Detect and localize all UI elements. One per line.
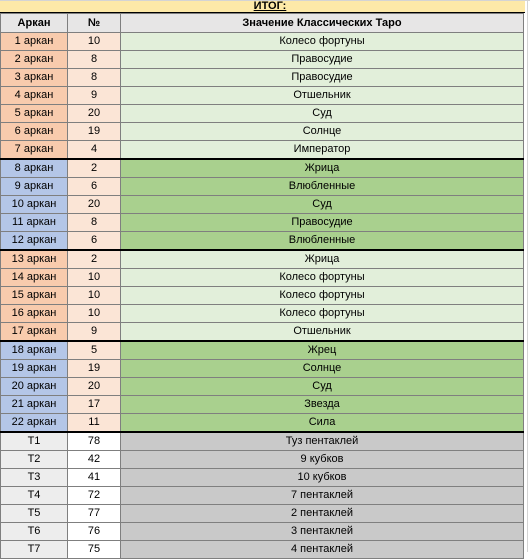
cell-meaning[interactable]: Звезда xyxy=(121,396,524,414)
table-row xyxy=(1,69,524,87)
cell-arcana[interactable]: 19 аркан xyxy=(1,360,68,378)
cell-arcana[interactable]: Т6 xyxy=(1,523,68,541)
cell-number[interactable]: 78 xyxy=(68,432,121,451)
table-row xyxy=(1,159,524,178)
cell-number[interactable]: 20 xyxy=(68,196,121,214)
cell-number[interactable]: 41 xyxy=(68,469,121,487)
cell-arcana[interactable]: Т1 xyxy=(1,432,68,451)
cell-meaning[interactable]: Правосудие xyxy=(121,214,524,232)
table-row xyxy=(1,451,524,469)
cell-meaning[interactable]: 7 пентаклей xyxy=(121,487,524,505)
table-body xyxy=(1,33,524,559)
cell-meaning[interactable]: 9 кубков xyxy=(121,451,524,469)
cell-number[interactable]: 17 xyxy=(68,396,121,414)
cell-meaning[interactable]: Жрица xyxy=(121,159,524,178)
cell-meaning[interactable]: Солнце xyxy=(121,360,524,378)
cell-meaning[interactable]: Суд xyxy=(121,105,524,123)
cell-meaning[interactable]: Сила xyxy=(121,414,524,433)
cell-arcana[interactable]: 15 аркан xyxy=(1,287,68,305)
cell-number[interactable]: 19 xyxy=(68,123,121,141)
cell-arcana[interactable]: Т5 xyxy=(1,505,68,523)
cell-arcana[interactable]: Т4 xyxy=(1,487,68,505)
cell-number[interactable]: 2 xyxy=(68,159,121,178)
cell-arcana[interactable]: 12 аркан xyxy=(1,232,68,251)
cell-number[interactable]: 10 xyxy=(68,33,121,51)
table-row xyxy=(1,287,524,305)
cell-arcana[interactable]: Т3 xyxy=(1,469,68,487)
cell-number[interactable]: 2 xyxy=(68,250,121,269)
cell-arcana[interactable]: 8 аркан xyxy=(1,159,68,178)
table-row xyxy=(1,505,524,523)
table-row xyxy=(1,396,524,414)
cell-number[interactable]: 72 xyxy=(68,487,121,505)
cell-arcana[interactable]: 22 аркан xyxy=(1,414,68,433)
table-row xyxy=(1,487,524,505)
cell-number[interactable]: 42 xyxy=(68,451,121,469)
cell-meaning[interactable]: Император xyxy=(121,141,524,160)
tarot-summary-table xyxy=(0,13,524,559)
cell-meaning[interactable]: Влюбленные xyxy=(121,232,524,251)
cell-meaning[interactable]: Колесо фортуны xyxy=(121,269,524,287)
cell-number[interactable]: 20 xyxy=(68,378,121,396)
cell-number[interactable]: 10 xyxy=(68,305,121,323)
cell-meaning[interactable]: Жрец xyxy=(121,341,524,360)
table-row xyxy=(1,178,524,196)
table-row xyxy=(1,414,524,433)
table-row xyxy=(1,232,524,251)
cell-meaning[interactable]: Солнце xyxy=(121,123,524,141)
table-row xyxy=(1,341,524,360)
cell-arcana[interactable]: Т2 xyxy=(1,451,68,469)
cell-meaning[interactable]: Отшельник xyxy=(121,87,524,105)
table-row xyxy=(1,33,524,51)
cell-meaning[interactable]: Колесо фортуны xyxy=(121,287,524,305)
grid-line xyxy=(527,0,528,552)
cell-number[interactable]: 6 xyxy=(68,232,121,251)
cell-arcana[interactable]: 10 аркан xyxy=(1,196,68,214)
cell-number[interactable]: 19 xyxy=(68,360,121,378)
cell-arcana[interactable]: 17 аркан xyxy=(1,323,68,342)
cell-number[interactable]: 5 xyxy=(68,341,121,360)
cell-arcana[interactable]: 11 аркан xyxy=(1,214,68,232)
cell-meaning[interactable]: Жрица xyxy=(121,250,524,269)
table-row xyxy=(1,378,524,396)
cell-number[interactable]: 10 xyxy=(68,287,121,305)
table-row xyxy=(1,196,524,214)
cell-arcana[interactable]: 14 аркан xyxy=(1,269,68,287)
cell-arcana[interactable]: 2 аркан xyxy=(1,51,68,69)
cell-arcana[interactable]: 20 аркан xyxy=(1,378,68,396)
cell-number[interactable]: 77 xyxy=(68,505,121,523)
cell-meaning[interactable]: Туз пентаклей xyxy=(121,432,524,451)
cell-meaning[interactable]: Правосудие xyxy=(121,69,524,87)
cell-arcana[interactable]: 13 аркан xyxy=(1,250,68,269)
cell-number[interactable]: 6 xyxy=(68,178,121,196)
cell-number[interactable]: 9 xyxy=(68,87,121,105)
cell-meaning[interactable]: Правосудие xyxy=(121,51,524,69)
table-row xyxy=(1,432,524,451)
cell-arcana[interactable]: 6 аркан xyxy=(1,123,68,141)
cell-number[interactable]: 11 xyxy=(68,414,121,433)
table-row xyxy=(1,141,524,160)
sheet-title: ИТОГ: xyxy=(253,0,287,12)
cell-meaning[interactable]: Колесо фортуны xyxy=(121,305,524,323)
cell-arcana[interactable]: 7 аркан xyxy=(1,141,68,160)
cell-arcana[interactable]: 1 аркан xyxy=(1,33,68,51)
table-row xyxy=(1,305,524,323)
cell-arcana[interactable]: 3 аркан xyxy=(1,69,68,87)
table-row xyxy=(1,123,524,141)
title-row[interactable] xyxy=(0,1,525,13)
cell-meaning[interactable]: Влюбленные xyxy=(121,178,524,196)
table-row xyxy=(1,360,524,378)
cell-number[interactable]: 8 xyxy=(68,51,121,69)
cell-meaning[interactable]: Отшельник xyxy=(121,323,524,342)
header-meaning[interactable]: Значение Классических Таро xyxy=(121,14,524,33)
table-row xyxy=(1,250,524,269)
cell-meaning[interactable]: Колесо фортуны xyxy=(121,33,524,51)
table-row xyxy=(1,105,524,123)
cell-arcana[interactable]: 16 аркан xyxy=(1,305,68,323)
cell-arcana[interactable]: 9 аркан xyxy=(1,178,68,196)
cell-arcana[interactable]: 18 аркан xyxy=(1,341,68,360)
table-row xyxy=(1,269,524,287)
table-row xyxy=(1,323,524,342)
cell-meaning[interactable]: 10 кубков xyxy=(121,469,524,487)
cell-number[interactable]: 75 xyxy=(68,541,121,559)
header-arcana[interactable]: Аркан xyxy=(1,14,68,33)
table-row xyxy=(1,541,524,559)
cell-arcana[interactable]: 21 аркан xyxy=(1,396,68,414)
cell-arcana[interactable]: Т7 xyxy=(1,541,68,559)
table-row xyxy=(1,469,524,487)
table-row xyxy=(1,523,524,541)
cell-meaning[interactable]: Суд xyxy=(121,378,524,396)
table-row xyxy=(1,214,524,232)
cell-arcana[interactable]: 5 аркан xyxy=(1,105,68,123)
cell-meaning[interactable]: 3 пентаклей xyxy=(121,523,524,541)
table-row xyxy=(1,87,524,105)
table-row xyxy=(1,51,524,69)
cell-number[interactable]: 9 xyxy=(68,323,121,342)
cell-number[interactable]: 76 xyxy=(68,523,121,541)
cell-meaning[interactable]: 4 пентаклей xyxy=(121,541,524,559)
cell-number[interactable]: 8 xyxy=(68,69,121,87)
cell-number[interactable]: 8 xyxy=(68,214,121,232)
cell-arcana[interactable]: 4 аркан xyxy=(1,87,68,105)
header-number[interactable]: № xyxy=(68,14,121,33)
cell-number[interactable]: 10 xyxy=(68,269,121,287)
cell-meaning[interactable]: 2 пентаклей xyxy=(121,505,524,523)
cell-number[interactable]: 20 xyxy=(68,105,121,123)
cell-meaning[interactable]: Суд xyxy=(121,196,524,214)
cell-number[interactable]: 4 xyxy=(68,141,121,160)
header-row xyxy=(1,14,524,33)
